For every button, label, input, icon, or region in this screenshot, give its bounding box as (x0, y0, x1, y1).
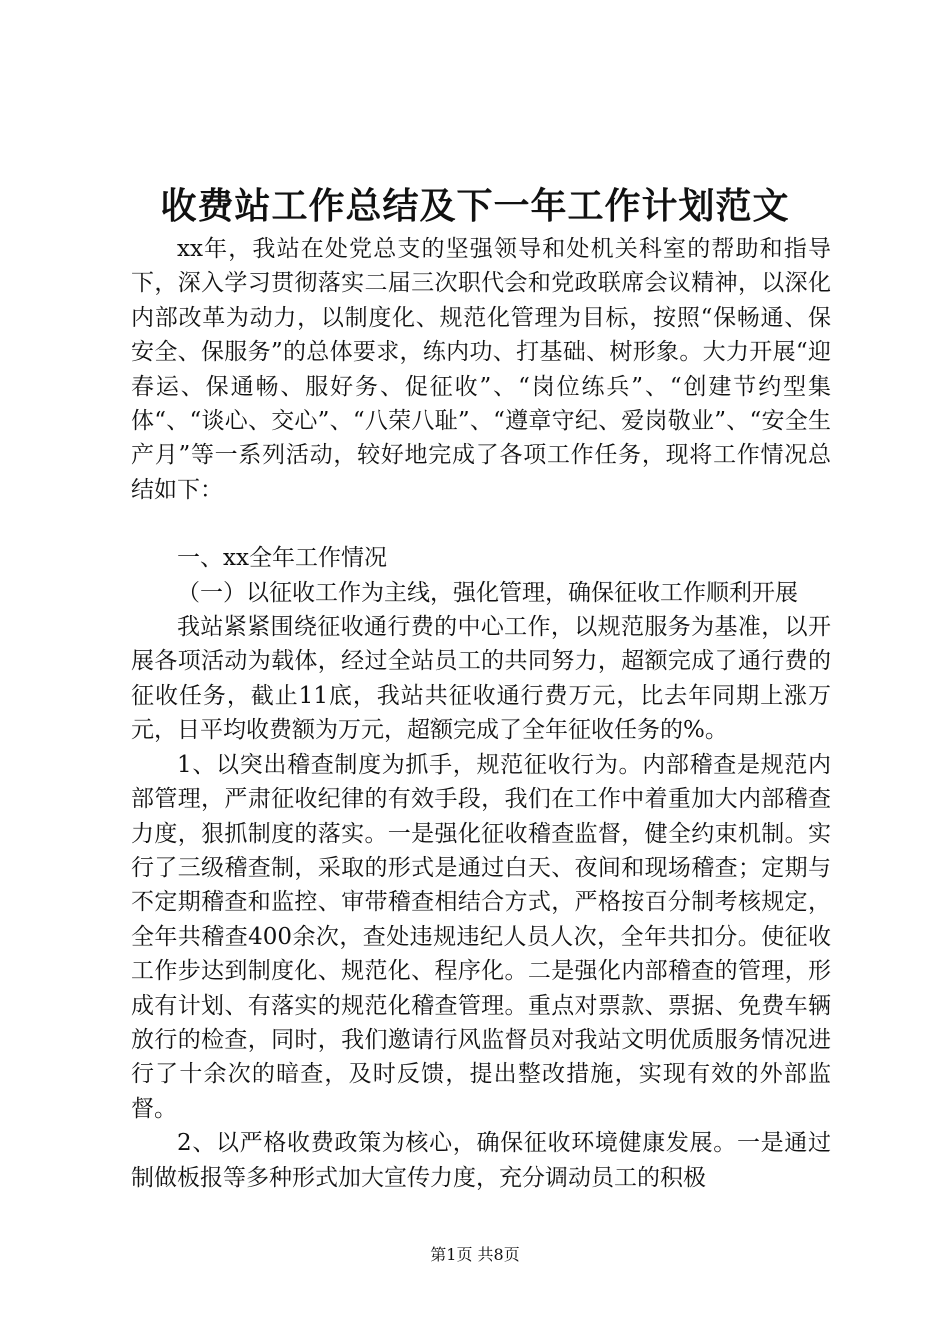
intro-paragraph: xx年，我站在处党总支的坚强领导和处机关科室的帮助和指导下，深入学习贯彻落实二届三次职代会和党政联席会议精神，以深化内部改革为动力，以制度化、规范化管理为目标，按照“保畅通、保安全、保服务”的总体要求，练内功、打基础、树形象。大力开展“迎春运、保通畅、服好务、促征收”、“岗位练兵”、“创建节约型集体“、“谈心、交心”、“八荣八耻”、“遵章守纪、爱岗敬业”、“安全生产月”等一系列活动，较好地完成了各项工作任务，现将工作情况总结如下： (131, 236, 831, 503)
body-paragraph: 我站紧紧围绕征收通行费的中心工作，以规范服务为基准，以开展各项活动为载体，经过全站员工的共同努力，超额完成了通行费的征收任务，截止11底，我站共征收通行费万元，比去年同期上涨万元，日平均收费额为万元，超额完成了全年征收任务的%。 (131, 614, 831, 744)
document-body (131, 232, 831, 1195)
body-paragraph: 2、以严格收费政策为核心，确保征收环境健康发展。一是通过制做板报等多种形式加大宣传力度，充分调动员工的积极 (131, 1130, 831, 1191)
page-footer: 第1页 共8页 (430, 1245, 520, 1264)
section-heading: 一、xx全年工作情况 (177, 545, 387, 572)
subsection-heading: （一）以征收工作为主线，强化管理，确保征收工作顺利开展 (177, 579, 798, 606)
body-paragraph: 1、以突出稽查制度为抓手，规范征收行为。内部稽查是规范内部管理，严肃征收纪律的有效手段，我们在工作中着重加大内部稽查力度，狠抓制度的落实。一是强化征收稽查监督，健全约束机制。实行了三级稽查制，采取的形式是通过白天、夜间和现场稽查；定期与不定期稽查和监控、审带稽查相结合方式，严格按百分制考核规定，全年共稽查400余次，查处违规违纪人员人次，全年共扣分。使征收工作步达到制度化、规范化、程序化。二是强化内部稽查的管理，形成有计划、有落实的规范化稽查管理。重点对票款、票据、免费车辆放行的检查，同时，我们邀请行风监督员对我站文明优质服务情况进行了十余次的暗查，及时反馈，提出整改措施，实现有效的外部监督。 (131, 751, 831, 1122)
document-title: 收费站工作总结及下一年工作计划范文 (160, 185, 790, 227)
